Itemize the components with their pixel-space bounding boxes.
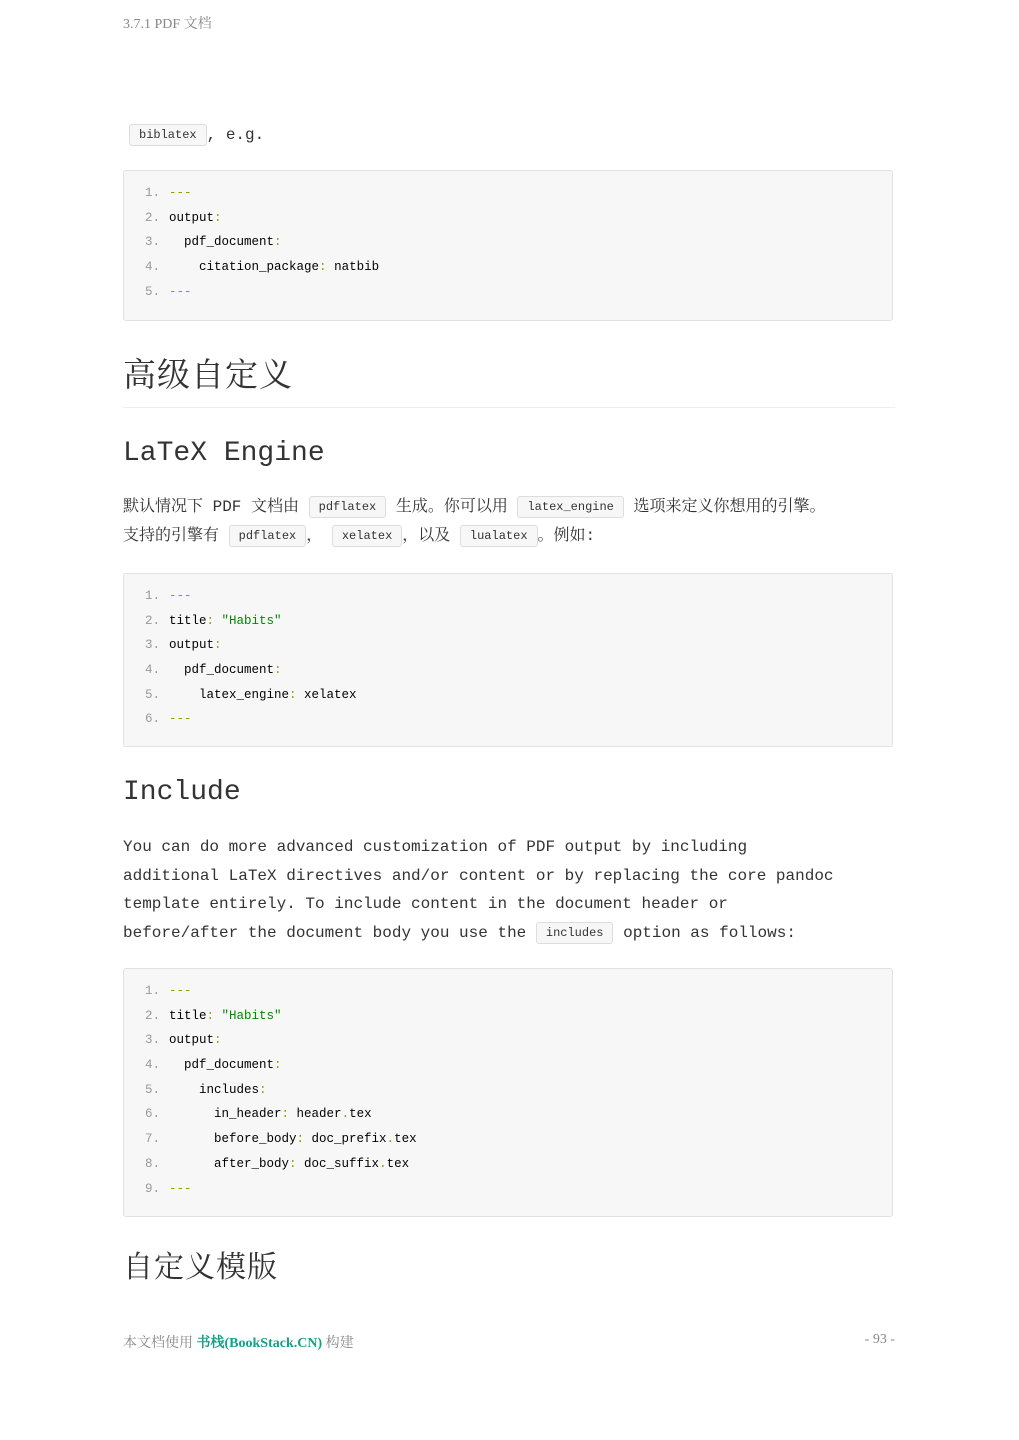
- running-header: 3.7.1 PDF 文档: [123, 17, 212, 32]
- inline-code-lualatex: lualatex: [460, 525, 538, 547]
- inline-code-biblatex: biblatex: [129, 124, 207, 146]
- code-line: 6. ---: [144, 712, 192, 727]
- code-line: 1. ---: [144, 186, 192, 200]
- code-line: 4. pdf_document:: [144, 1058, 282, 1073]
- lead-line: [129, 124, 264, 146]
- code-line: 4. citation_package: natbib: [144, 260, 380, 275]
- heading-custom-template: 自定义模版: [123, 1250, 278, 1285]
- code-line: 2. output:: [144, 210, 222, 225]
- lead-text: , e.g.: [206, 126, 265, 144]
- page-number: - 93 -: [864, 1332, 895, 1347]
- code-line: 3. pdf_document:: [144, 235, 282, 250]
- code-line: 1. ---: [144, 984, 192, 998]
- code-block-citation: [123, 170, 893, 321]
- code-line: 8. after_body: doc_suffix.tex: [144, 1156, 410, 1171]
- bookstack-link[interactable]: 书栈(BookStack.CN): [196, 1336, 323, 1351]
- code-line: 5. includes:: [144, 1082, 267, 1097]
- code-line: 1. ---: [144, 589, 192, 603]
- code-line: 5. ---: [144, 284, 192, 299]
- inline-code-xelatex: xelatex: [332, 525, 402, 547]
- heading-divider: [123, 407, 895, 408]
- paragraph-include: You can do more advanced customization of PDF output by including additional LaTeX directives and/or content or by replacing the core pandoc template entirely. To include content in the document header or before/after the document body you use the includes option as follows:: [123, 838, 834, 942]
- code-line: 9. ---: [144, 1181, 192, 1196]
- inline-code-includes: includes: [536, 922, 614, 944]
- code-line: 2. title: "Habits": [144, 1008, 282, 1023]
- heading-include: Include: [123, 777, 241, 808]
- code-line: 5. latex_engine: xelatex: [144, 687, 357, 702]
- inline-code-pdflatex: pdflatex: [309, 496, 387, 518]
- heading-latex-engine: LaTeX Engine: [123, 438, 325, 469]
- code-line: 7. before_body: doc_prefix.tex: [144, 1132, 417, 1147]
- code-line: 4. pdf_document:: [144, 663, 282, 678]
- code-line: 3. output:: [144, 638, 222, 653]
- code-block-includes: [123, 968, 893, 1217]
- heading-advanced-customization: 高级自定义: [123, 355, 293, 394]
- paragraph-engine: 默认情况下 PDF 文档由 pdflatex 生成。你可以用 latex_engine 选项来定义你想用的引擎。 支持的引擎有 pdflatex ， xelatex ，以及 lualatex 。例如:: [123, 498, 826, 545]
- code-line: 2. title: "Habits": [144, 613, 282, 628]
- footer-credit: 本文档使用 书栈(BookStack.CN) 构建: [123, 1336, 354, 1351]
- inline-code-latex-engine: latex_engine: [517, 496, 623, 518]
- code-line: 3. output:: [144, 1033, 222, 1048]
- inline-code-pdflatex: pdflatex: [229, 525, 307, 547]
- code-block-latex-engine: [123, 573, 893, 747]
- code-line: 6. in_header: header.tex: [144, 1107, 372, 1122]
